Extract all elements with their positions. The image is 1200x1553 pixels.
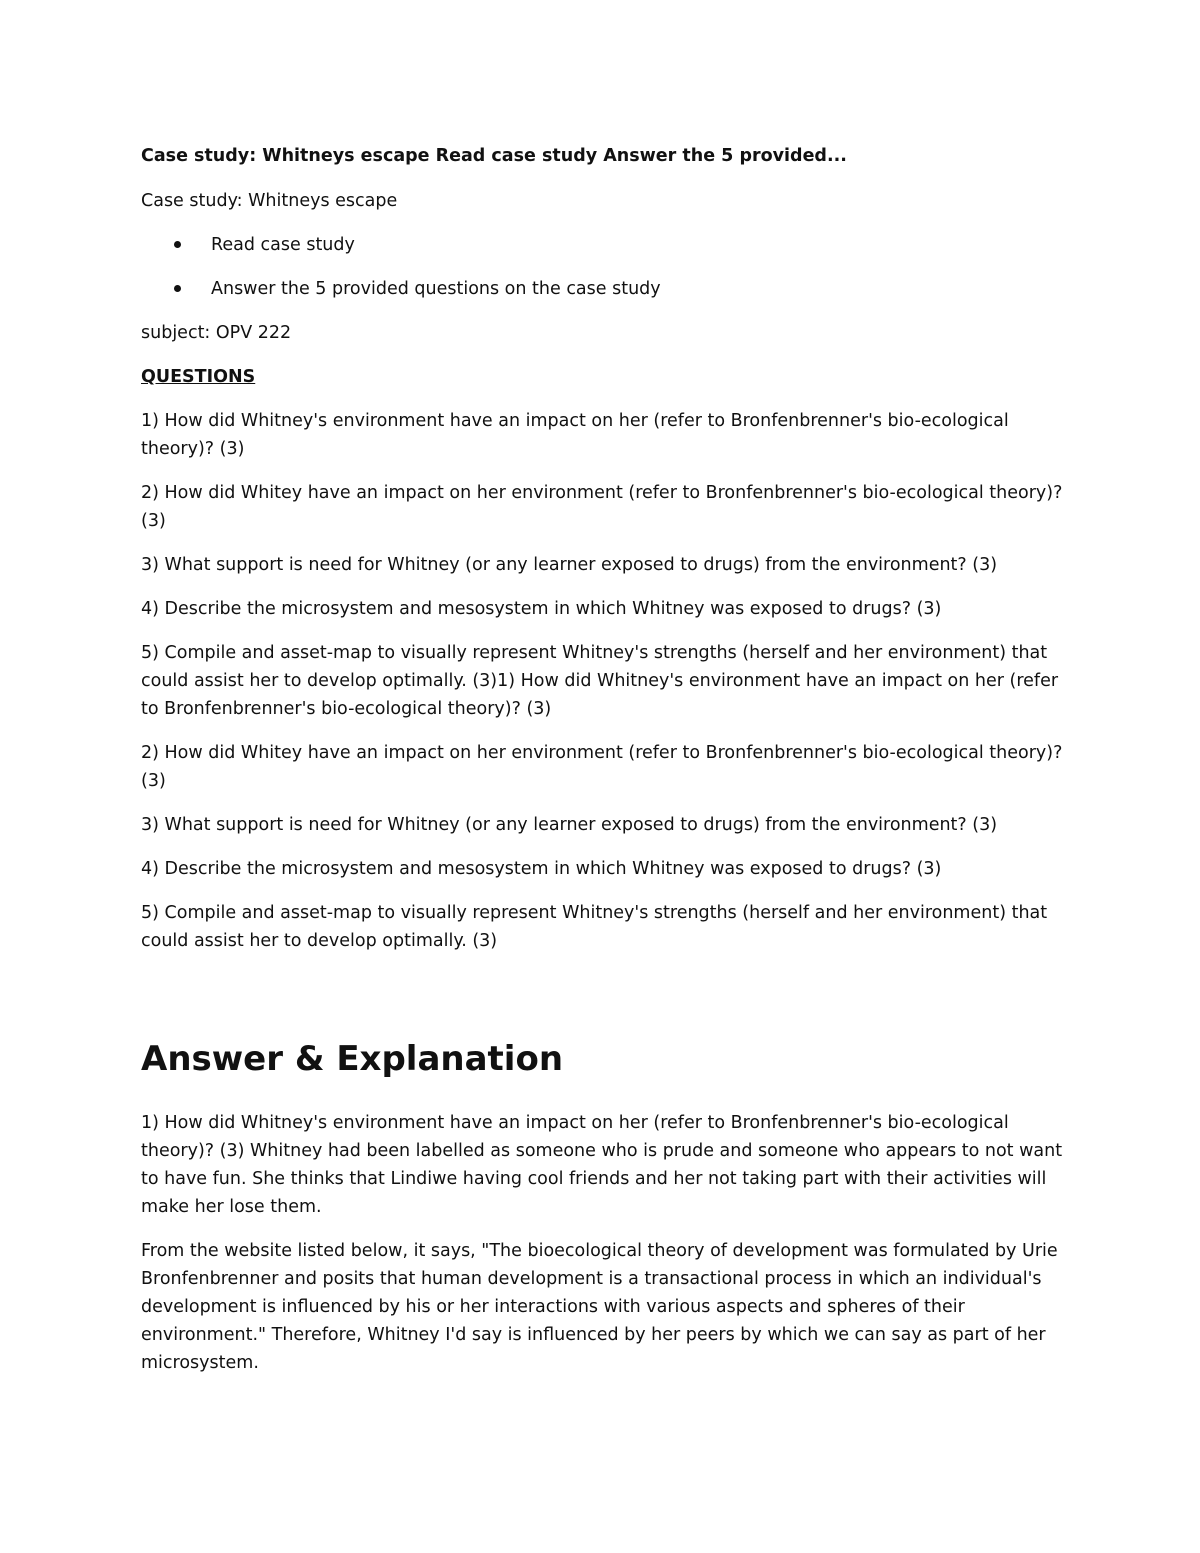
questions-list [141,407,1071,955]
answer-heading: Answer & Explanation [141,1039,564,1079]
question-item: 4) Describe the microsystem and mesosystem in which Whitney was exposed to drugs? (3) [141,599,942,619]
answer-paragraph: From the website listed below, it says, "The bioecological theory of development was formulated by Urie Bronfenbrenner and posits that human development is a transactional process in which an individual's development is influenced by his or her interactions with various aspects and spheres of their environment." Therefore, Whitney I'd say is influenced by her peers by which we can say as part of her microsystem. [141,1241,1058,1373]
answer-paragraph: 1) How did Whitney's environment have an impact on her (refer to Bronfenbrenner's bio-ecological theory)? (3) Whitney had been labelled as someone who is prude and someone who appears to not want to have fun. She thinks that Lindiwe having cool friends and her not taking part with their activities will make her lose them. [141,1113,1063,1217]
bullet-icon [174,241,181,248]
question-item: 1) How did Whitney's environment have an impact on her (refer to Bronfenbrenner's bio-ecological theory)? (3) [141,411,1009,459]
question-item: 2) How did Whitey have an impact on her environment (refer to Bronfenbrenner's bio-ecological theory)? (3) [141,483,1063,531]
question-item: 3) What support is need for Whitney (or any learner exposed to drugs) from the environment? (3) [141,555,998,575]
questions-label: QUESTIONS [141,367,256,387]
document-title: Case study: Whitneys escape Read case study Answer the 5 provided... [141,146,847,166]
subject-line: subject: OPV 222 [141,323,292,343]
instruction-text: Read case study [211,235,355,255]
question-item: 2) How did Whitey have an impact on her environment (refer to Bronfenbrenner's bio-ecological theory)? (3) [141,743,1063,791]
case-study-subtitle: Case study: Whitneys escape [141,191,398,211]
bullet-icon [174,285,181,292]
document-content [141,142,1071,1393]
instruction-list [141,231,1071,303]
instruction-text: Answer the 5 provided questions on the case study [211,279,661,299]
question-item: 3) What support is need for Whitney (or any learner exposed to drugs) from the environment? (3) [141,815,998,835]
instruction-item [141,275,1071,303]
instruction-item [141,231,1071,259]
question-item: 4) Describe the microsystem and mesosystem in which Whitney was exposed to drugs? (3) [141,859,942,879]
question-item: 5) Compile and asset-map to visually represent Whitney's strengths (herself and her environment) that could assist her to develop optimally. (3) [141,903,1048,951]
question-item: 5) Compile and asset-map to visually represent Whitney's strengths (herself and her environment) that could assist her to develop optimally. (3)1) How did Whitney's environment have an impact on her (refer to Bronfenbrenner's bio-ecological theory)? (3) [141,643,1059,719]
